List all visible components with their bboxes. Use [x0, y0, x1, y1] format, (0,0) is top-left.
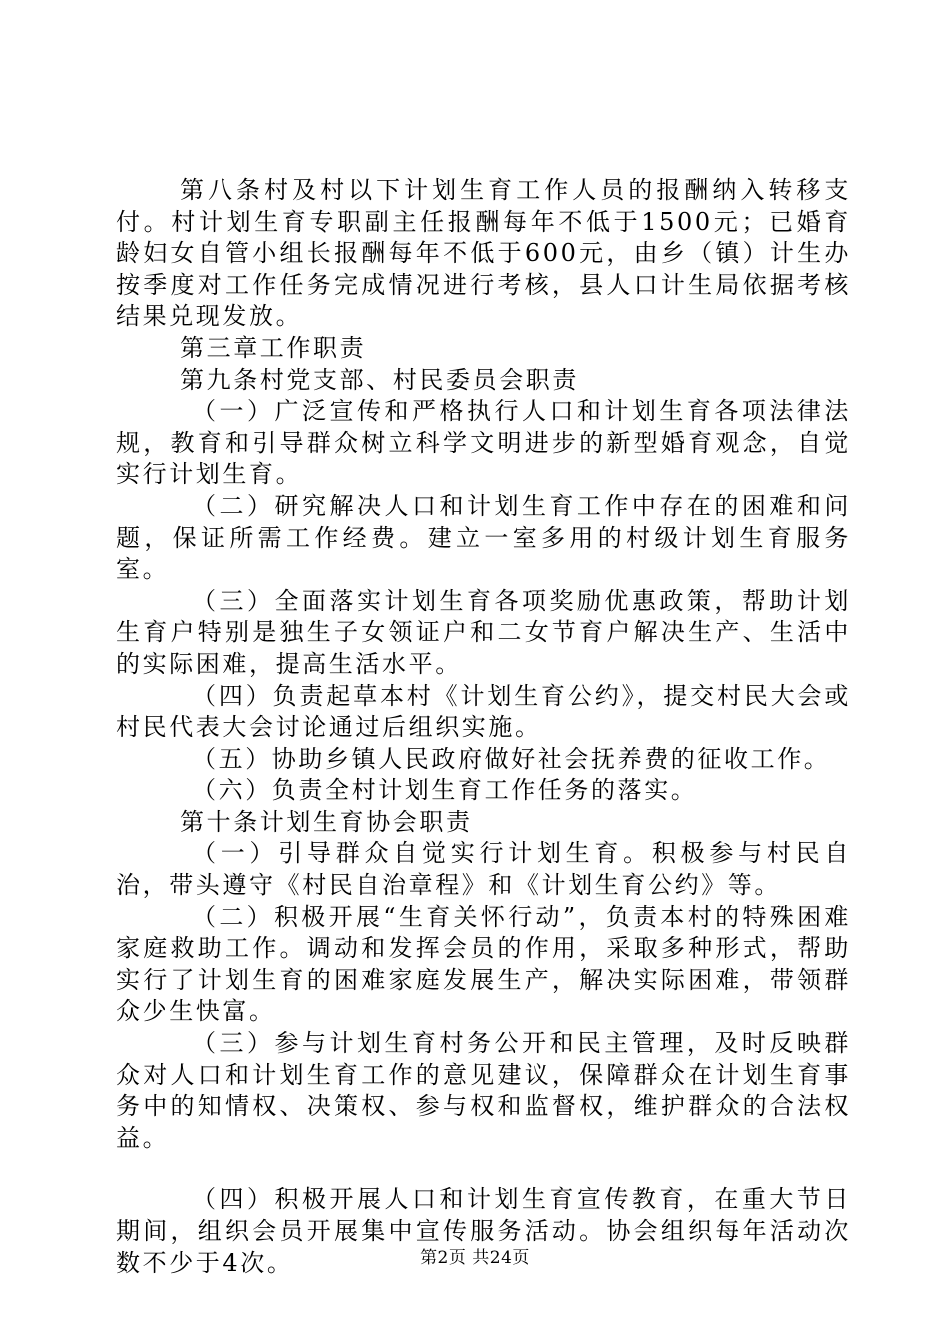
article-10-heading: 第十条计划生育协会职责 [180, 807, 473, 836]
article-9-item-5: （五）协助乡镇人民政府做好社会抚养费的征收工作。 [192, 744, 831, 773]
article-10-item-4: （四）积极开展人口和计划生育宣传教育，在重大节日期间，组织会员开展集中宣传服务活动。协会组织每年活动次数不少于4次。 [116, 1185, 851, 1277]
chapter-3-heading: 第三章工作职责 [180, 333, 367, 362]
article-10-item-2: （二）积极开展“生育关怀行动”，负责本村的特殊困难家庭救助工作。调动和发挥会员的作用，采取多种形式，帮助实行了计划生育的困难家庭发展生产，解决实际困难，带领群众少生快富。 [116, 902, 851, 1026]
document-body [116, 175, 851, 1279]
article-8-paragraph: 第八条村及村以下计划生育工作人员的报酬纳入转移支付。村计划生育专职副主任报酬每年不低于1500元；已婚育龄妇女自管小组长报酬每年不低于600元，由乡（镇）计生办按季度对工作任务完成情况进行考核，县人口计生局依据考核结果兑现发放。 [116, 176, 851, 331]
page-number-footer: 第2页 共24页 [420, 1248, 530, 1268]
article-9-item-4: （四）负责起草本村《计划生育公约》，提交村民大会或村民代表大会讨论通过后组织实施。 [116, 681, 851, 742]
article-9-item-2: （二）研究解决人口和计划生育工作中存在的困难和问题，保证所需工作经费。建立一室多用的村级计划生育服务室。 [116, 491, 851, 584]
article-10-item-1: （一）引导群众自觉实行计划生育。积极参与村民自治，带头遵守《村民自治章程》和《计划生育公约》等。 [116, 839, 851, 900]
article-10-item-3: （三）参与计划生育村务公开和民主管理，及时反映群众对人口和计划生育工作的意见建议，保障群众在计划生育事务中的知情权、决策权、参与权和监督权，维护群众的合法权益。 [116, 1029, 851, 1152]
article-9-item-3: （三）全面落实计划生育各项奖励优惠政策，帮助计划生育户特别是独生子女领证户和二女节育户解决生产、生活中的实际困难，提高生活水平。 [116, 586, 851, 678]
article-9-item-6: （六）负责全村计划生育工作任务的落实。 [192, 776, 698, 805]
article-9-heading: 第九条村党支部、村民委员会职责 [180, 365, 579, 394]
article-9-item-1: （一）广泛宣传和严格执行人口和计划生育各项法律法规，教育和引导群众树立科学文明进步的新型婚育观念，自觉实行计划生育。 [116, 397, 851, 489]
